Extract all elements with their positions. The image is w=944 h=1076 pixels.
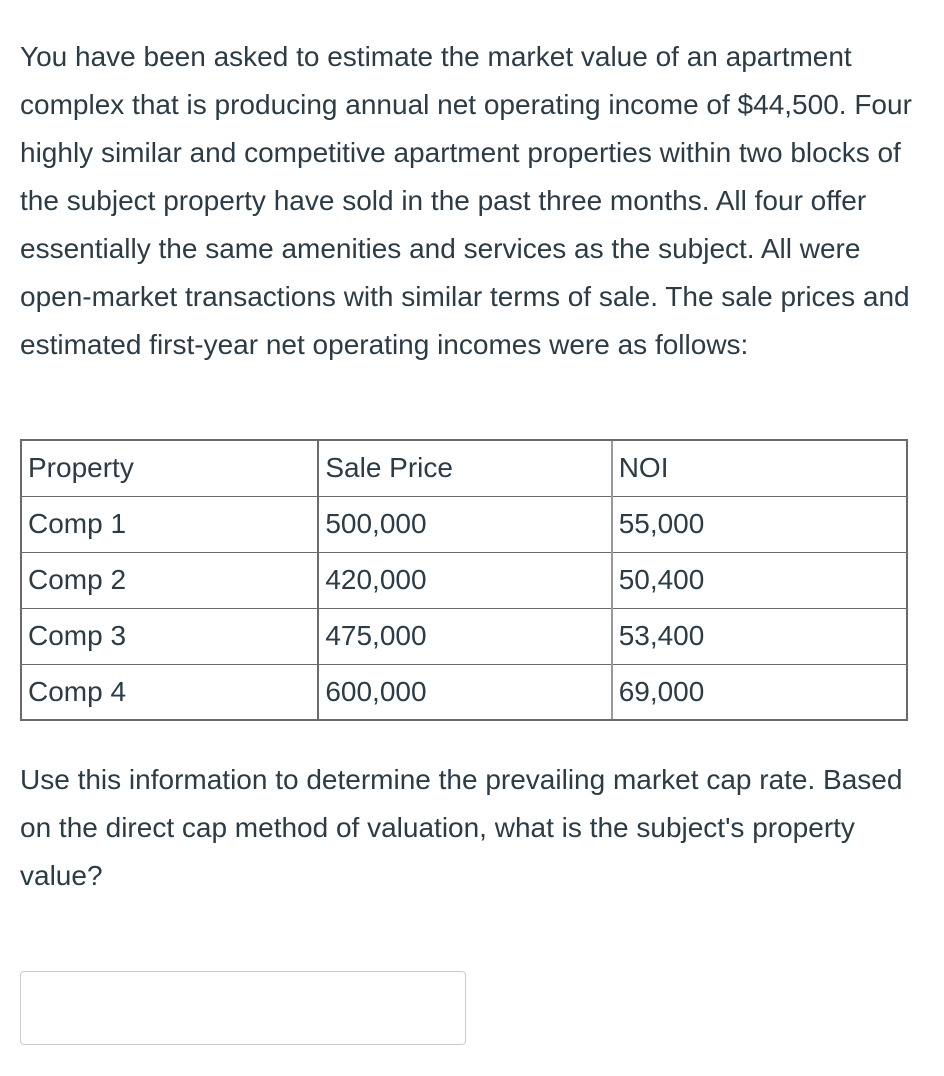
table-row — [21, 552, 907, 608]
cell-property: Comp 3 — [21, 608, 318, 664]
answer-input[interactable] — [20, 971, 466, 1045]
header-sale-price: Sale Price — [318, 440, 611, 496]
table-row — [21, 664, 907, 720]
cell-sale-price: 500,000 — [318, 496, 611, 552]
table-row — [21, 496, 907, 552]
cell-noi: 53,400 — [612, 608, 907, 664]
header-noi: NOI — [612, 440, 907, 496]
cell-noi: 50,400 — [612, 552, 907, 608]
cell-sale-price: 475,000 — [318, 608, 611, 664]
cell-property: Comp 2 — [21, 552, 318, 608]
cell-noi: 69,000 — [612, 664, 907, 720]
table-header-row — [21, 440, 907, 496]
question-text — [20, 33, 930, 369]
question-prompt: Use this information to determine the prevailing market cap rate. Based on the direct cap method of valuation, what is the subject's property value? — [20, 764, 903, 891]
cell-sale-price: 420,000 — [318, 552, 611, 608]
cell-property: Comp 1 — [21, 496, 318, 552]
table-row — [21, 608, 907, 664]
header-property: Property — [21, 440, 318, 496]
cell-noi: 55,000 — [612, 496, 907, 552]
cell-property: Comp 4 — [21, 664, 318, 720]
cell-sale-price: 600,000 — [318, 664, 611, 720]
comps-table — [20, 439, 908, 721]
question-intro: You have been asked to estimate the market value of an apartment complex that is producing annual net operating income of $44,500. Four highly similar and competitive apartment properties within two blocks of the subject property have sold in the past three months. All four offer essentially the same amenities and services as the subject. All were open-market transactions with similar terms of sale. The sale prices and estimated first-year net operating incomes were as follows: — [20, 41, 912, 360]
